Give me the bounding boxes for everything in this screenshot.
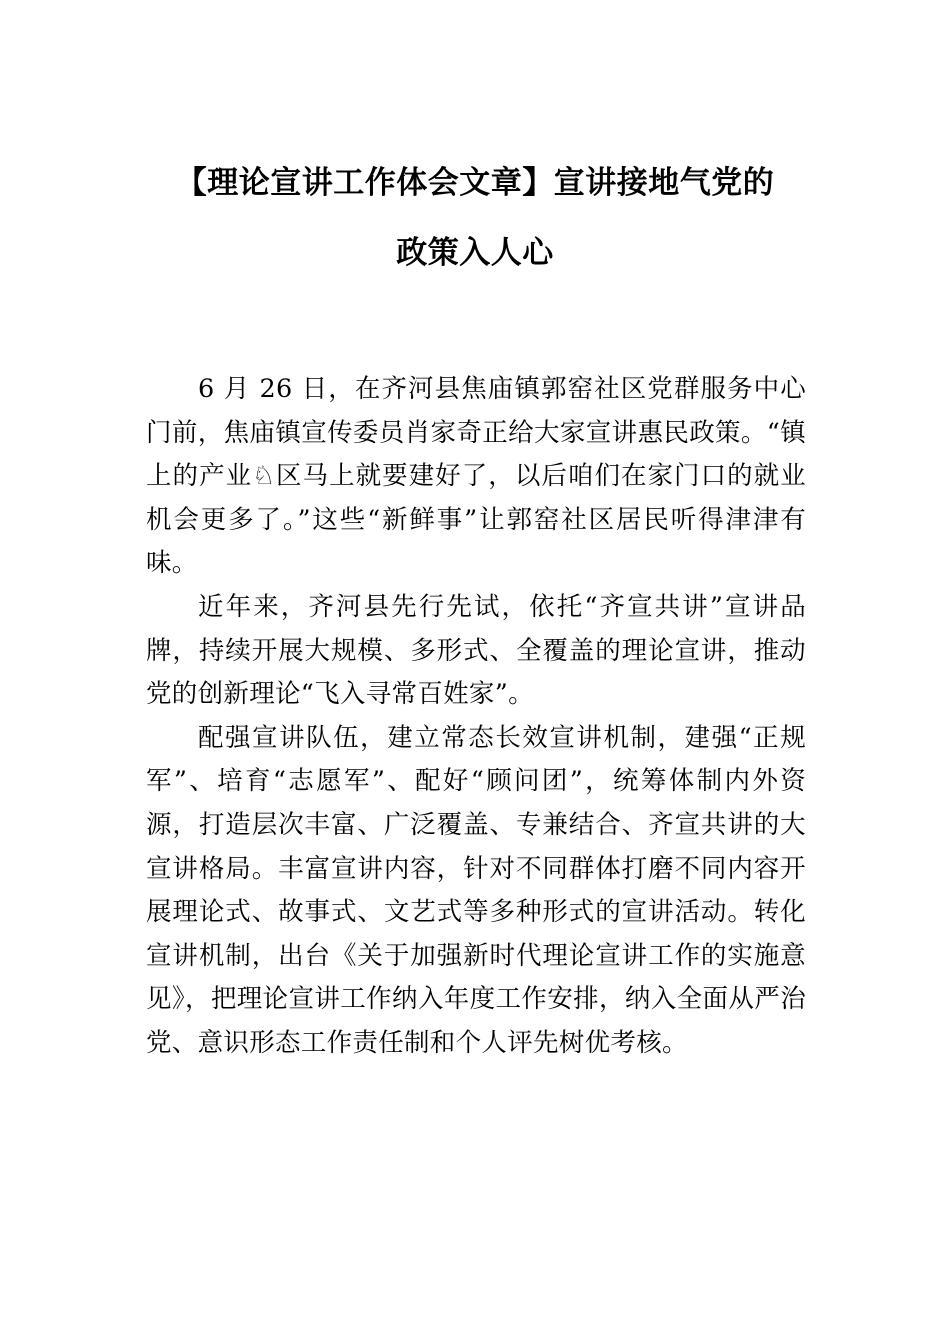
paragraph-3: 配强宣讲队伍，建立常态长效宣讲机制，建强“正规军”、培育“志愿军”、配好“顾问团”，统筹体制内外资源，打造层次丰富、广泛覆盖、专兼结合、齐宣共讲的大宣讲格局。丰富宣讲内容，针对不同群体打磨不同内容开展理论式、故事式、文艺式等多种形式的宣讲活动。转化宣讲机制，出台《关于加强新时代理论宣讲工作的实施意见》，把理论宣讲工作纳入年度工作安排，纳入全面从严治党、意识形态工作责任制和个人评先树优考核。 <box>146 722 806 1058</box>
title-line-2: 政策入人心 <box>396 235 554 271</box>
paragraph-1: 6 月 26 日，在齐河县焦庙镇郭窑社区党群服务中心门前，焦庙镇宣传委员肖家奇正给大家宣讲惠民政策。“镇上的产业♘区马上就要建好了，以后咱们在家门口的就业机会更多了。”这些“新鲜事”让郭窑社区居民听得津津有味。 <box>146 374 806 579</box>
document-title <box>143 148 807 288</box>
document-body <box>146 368 806 1066</box>
paragraph-2: 近年来，齐河县先行先试，依托“齐宣共讲”宣讲品牌，持续开展大规模、多形式、全覆盖的理论宣讲，推动党的创新理论“飞入寻常百姓家”。 <box>146 591 806 710</box>
title-line-1: 【理论宣讲工作体会文章】宣讲接地气党的 <box>175 165 775 201</box>
